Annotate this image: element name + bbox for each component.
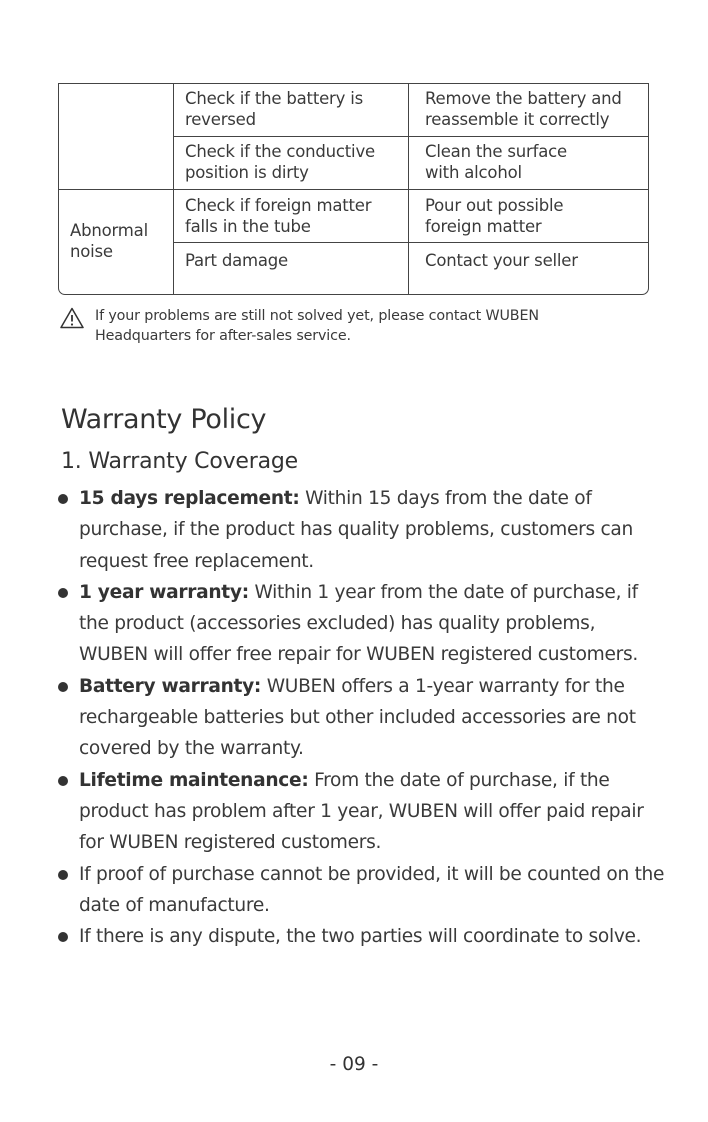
item-label: Battery warranty: — [79, 675, 262, 697]
list-item — [58, 765, 668, 859]
item-label: 1 year warranty: — [79, 581, 249, 603]
section-heading: 1. Warranty Coverage — [61, 449, 298, 474]
item-text: From the date of purchase, if the product has problem after 1 year, WUBEN will offer paid repair for WUBEN registered customers. — [79, 769, 644, 854]
table-cell-solution — [425, 88, 622, 130]
cell-line: Check if the conductive — [185, 142, 375, 161]
row-divider — [173, 136, 648, 137]
bullet-icon — [58, 932, 68, 942]
note-line: Headquarters for after-sales service. — [95, 328, 351, 344]
note-line: If your problems are still not solved yet, please contact WUBEN — [95, 308, 539, 324]
table-cell-solution — [425, 250, 578, 271]
cell-line: Abnormal — [70, 221, 148, 240]
bullet-icon — [58, 588, 68, 598]
cell-line: position is dirty — [185, 163, 309, 182]
item-text: Within 15 days from the date of purchase, if the product has quality problems, customers can request free replacement. — [79, 488, 633, 572]
bullet-icon — [58, 494, 68, 504]
cell-line: foreign matter — [425, 217, 542, 236]
bullet-icon — [58, 682, 68, 692]
list-item — [58, 577, 668, 671]
table-cell-problem — [70, 220, 148, 262]
list-item — [58, 921, 668, 952]
table-cell-cause — [185, 88, 363, 130]
row-divider — [59, 189, 648, 190]
item-text: WUBEN offers a 1-year warranty for the rechargeable batteries but other included accessories are not covered by the warranty. — [79, 675, 636, 760]
cell-line: falls in the tube — [185, 217, 311, 236]
cell-line: Pour out possible — [425, 196, 564, 215]
bullet-icon — [58, 870, 68, 880]
cell-line: Part damage — [185, 251, 289, 270]
table-cell-cause — [185, 195, 371, 237]
row-divider — [173, 242, 648, 243]
item-text: If proof of purchase cannot be provided, it will be counted on the date of manufacture. — [79, 863, 665, 916]
item-text: If there is any dispute, the two parties will coordinate to solve. — [79, 926, 642, 948]
cell-line: Clean the surface — [425, 142, 567, 161]
warranty-coverage-list — [58, 483, 668, 952]
item-text: Within 1 year from the date of purchase, if the product (accessories excluded) has quality problems, WUBEN will offer free repair for WUBEN registered customers. — [79, 581, 638, 666]
table-cell-solution — [425, 195, 563, 237]
list-item — [58, 483, 668, 577]
table-cell-solution — [425, 141, 567, 183]
list-item — [58, 671, 668, 765]
cell-line: with alcohol — [425, 163, 522, 182]
cell-line: reversed — [185, 110, 256, 129]
table-cell-cause — [185, 250, 288, 271]
note-text — [95, 306, 635, 346]
troubleshooting-table — [58, 83, 649, 295]
cell-line: Contact your seller — [425, 251, 578, 270]
cell-line: Remove the battery and — [425, 89, 622, 108]
page-number: - 09 - — [329, 1054, 379, 1075]
bullet-icon — [58, 776, 68, 786]
cell-line: reassemble it correctly — [425, 110, 610, 129]
cell-line: Check if foreign matter — [185, 196, 372, 215]
page-title: Warranty Policy — [61, 404, 267, 435]
item-label: Lifetime maintenance: — [79, 769, 309, 791]
cell-line: Check if the battery is — [185, 89, 364, 108]
cell-line: noise — [70, 242, 113, 261]
list-item — [58, 859, 668, 922]
warning-triangle-icon — [60, 307, 84, 329]
table-cell-cause — [185, 141, 375, 183]
item-label: 15 days replacement: — [79, 488, 300, 509]
